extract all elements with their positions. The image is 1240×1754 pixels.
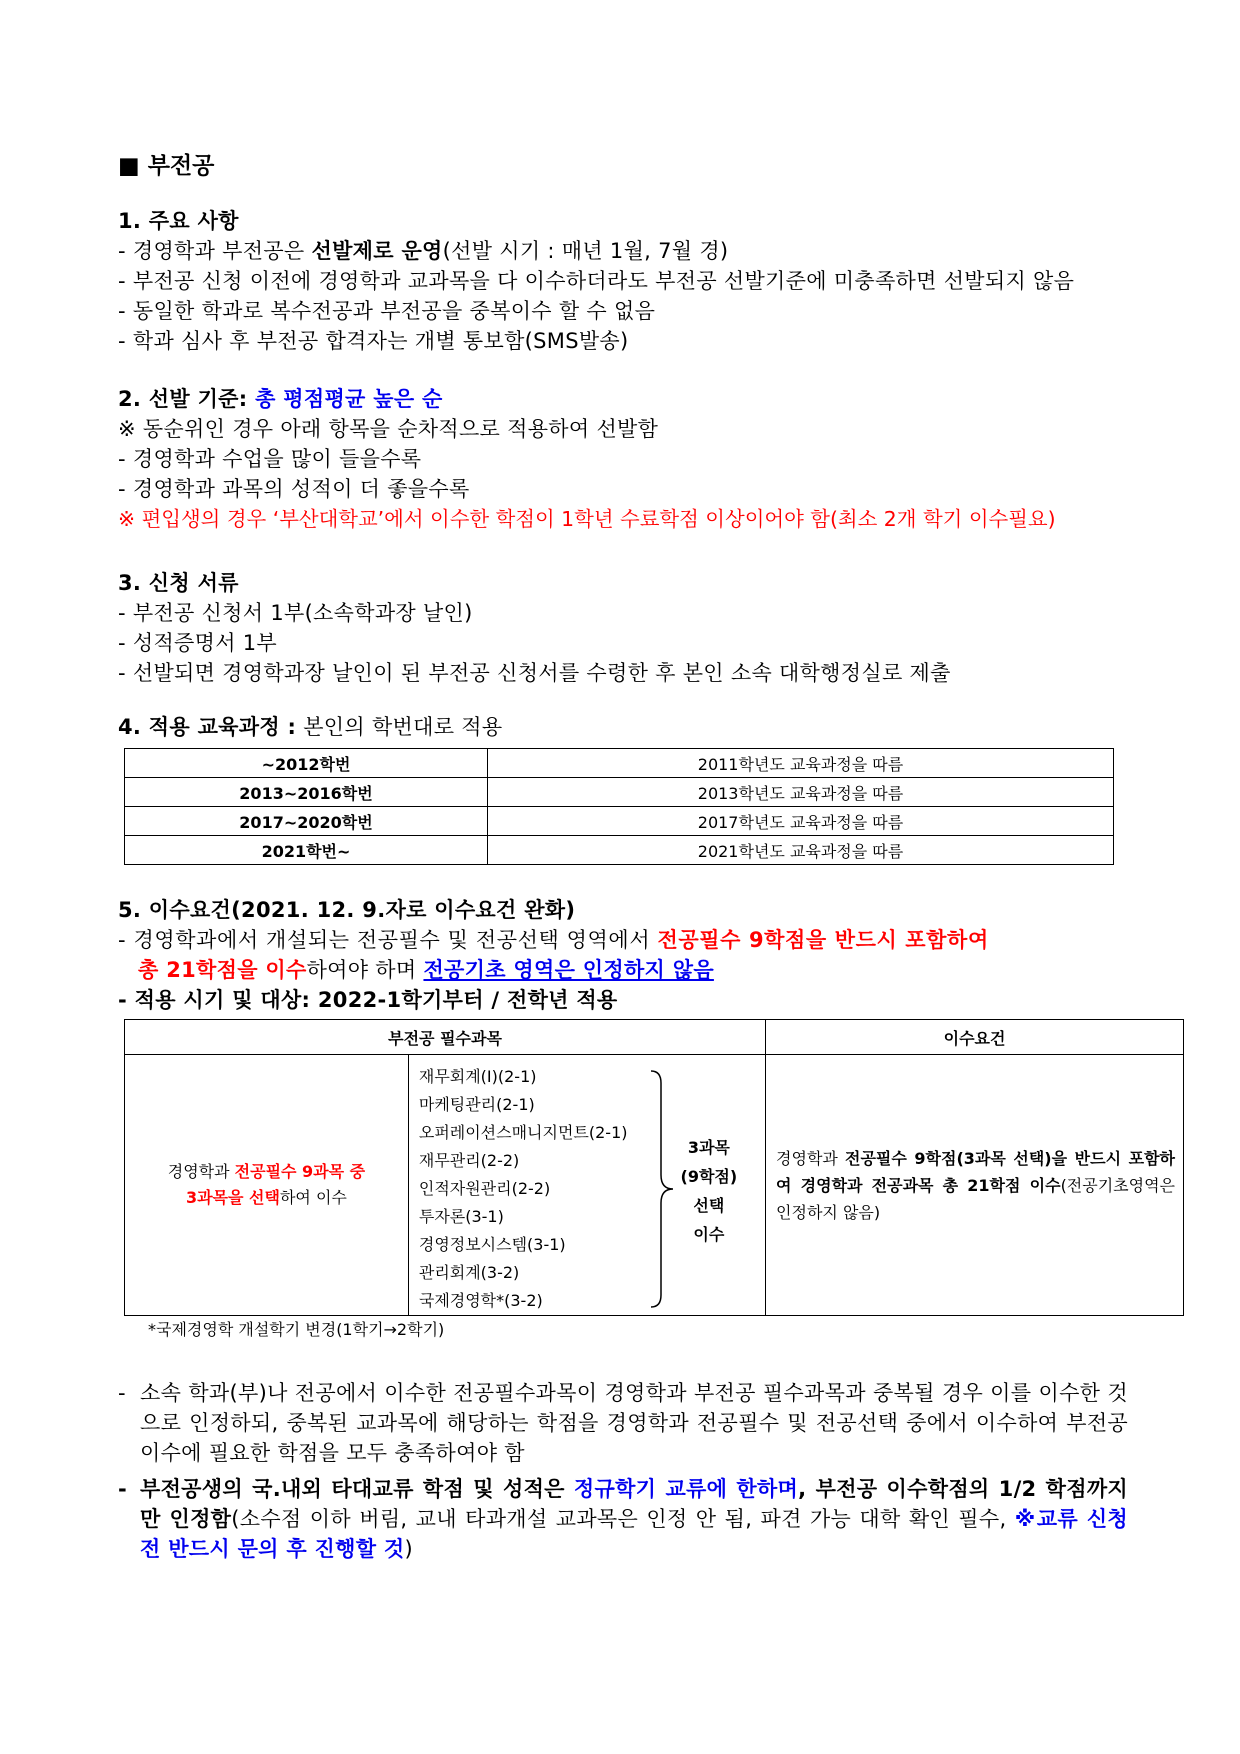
- list-item: 관리회계(3-2): [418, 1263, 520, 1282]
- text: 경영학과: [167, 1162, 235, 1181]
- choose-label: [677, 1133, 741, 1249]
- section3-line1: - 부전공 신청서 1부(소속학과장 날인): [118, 601, 473, 625]
- text-red: 총 21학점을 이수: [138, 958, 307, 982]
- paragraph-2: [118, 1474, 1128, 1564]
- section3-line3: - 선발되면 경영학과장 날인이 된 부전공 신청서를 수령한 후 본인 소속 대학행정실로 제출: [118, 661, 951, 685]
- cell: 2013학년도 교육과정을 따름: [488, 778, 1114, 807]
- section2-line4: ※ 편입생의 경우 ‘부산대학교’에서 이수한 학점이 1학년 수료학점 이상이어야 함(최소 2개 학기 이수필요): [118, 507, 1056, 531]
- text: 이수: [693, 1225, 725, 1244]
- section1-line3: - 동일한 학과로 복수전공과 부전공을 중복이수 할 수 없음: [118, 299, 656, 323]
- list-item: 국제경영학*(3-2): [418, 1291, 543, 1310]
- text: 본인의 학번대로 적용: [296, 715, 503, 739]
- document-page: [118, 150, 1175, 1564]
- cell: 2017~2020학번: [125, 807, 488, 836]
- section2-heading: [118, 384, 1128, 414]
- section5-line2: [118, 955, 1128, 985]
- cell: 2011학년도 교육과정을 따름: [488, 749, 1114, 778]
- table-row: [125, 836, 1114, 865]
- text-bold: 전공필수 9학점(3과목 선택)을 반드시 포함하여 경영학과 전공과목 총 21학점 이수: [776, 1148, 1175, 1195]
- table-row: [125, 807, 1114, 836]
- section1-line1: [118, 236, 1128, 266]
- table-row: [125, 749, 1114, 778]
- text: ): [404, 1537, 414, 1561]
- text: 하여 이수: [279, 1188, 347, 1207]
- text: 선택: [693, 1196, 725, 1215]
- text: - 경영학과에서 개설되는 전공필수 및 전공선택 영역에서: [118, 928, 658, 952]
- list-item: 투자론(3-1): [418, 1207, 504, 1226]
- text: (소수점 이하 버림, 교내 타과개설 교과목은 인정 안 됨, 파견 가능 대학 확인 필수,: [231, 1507, 1015, 1531]
- bullet-dash: -: [118, 1381, 126, 1405]
- list-item: 인적자원관리(2-2): [418, 1179, 551, 1198]
- header-cell: 부전공 필수과목: [125, 1020, 766, 1055]
- header-cell: 이수요건: [766, 1020, 1184, 1055]
- section4-heading: [118, 712, 1128, 742]
- text: - 경영학과 부전공은: [118, 239, 312, 263]
- footnote: *국제경영학 개설학기 변경(1학기→2학기): [148, 1320, 445, 1339]
- section5-line3: - 적용 시기 및 대상: 2022-1학기부터 / 전학년 적용: [118, 988, 618, 1012]
- requirement-table: [124, 1019, 1184, 1316]
- curriculum-table: [124, 748, 1114, 865]
- bullet-dash: -: [118, 1477, 128, 1501]
- text-red: 3과목을 선택: [185, 1188, 280, 1207]
- section3-heading: 3. 신청 서류: [118, 571, 239, 595]
- section2-line2: - 경영학과 수업을 많이 들을수록: [118, 447, 422, 471]
- cell-requirement: [766, 1055, 1184, 1316]
- list-item: 재무관리(2-2): [418, 1151, 520, 1170]
- paragraph-1: [118, 1378, 1128, 1468]
- text: 하여야 하며: [306, 958, 424, 982]
- text: (전공기초영역은 인정하지 않음): [776, 1175, 1175, 1222]
- cell: 2017학년도 교육과정을 따름: [488, 807, 1114, 836]
- table-header-row: [125, 1020, 1184, 1055]
- page-title: ■ 부전공: [118, 153, 215, 179]
- text: 경영학과: [776, 1148, 845, 1168]
- text: 3과목: [687, 1138, 730, 1157]
- text-bold: 부전공생의 국.내외 타대교류 학점 및 성적은: [140, 1477, 574, 1501]
- paragraph-2-text: [140, 1474, 1128, 1564]
- text-bold: 선발제로 운영: [311, 239, 443, 263]
- list-item: 오퍼레이션스매니지먼트(2-1): [418, 1123, 628, 1142]
- cell: 2021학년도 교육과정을 따름: [488, 836, 1114, 865]
- section2-line3: - 경영학과 과목의 성적이 더 좋을수록: [118, 477, 470, 501]
- text: (선발 시기 : 매년 1월, 7월 경): [442, 239, 729, 263]
- text: 2. 선발 기준:: [118, 387, 256, 411]
- cell: 2021학번~: [125, 836, 488, 865]
- text: (9학점): [680, 1167, 738, 1186]
- text-blue: 총 평점평균 높은 순: [255, 387, 443, 411]
- curly-brace-icon: [649, 1069, 675, 1309]
- text-blue: ※교류 신청 전 반드시 문의 후 진행할 것: [140, 1507, 1128, 1561]
- section1-heading: 1. 주요 사항: [118, 209, 239, 233]
- section5-heading: 5. 이수요건(2021. 12. 9.자로 이수요건 완화): [118, 898, 576, 922]
- section1-line4: - 학과 심사 후 부전공 합격자는 개별 통보함(SMS발송): [118, 329, 629, 353]
- cell-course-list: [408, 1055, 765, 1316]
- text-red: 전공필수 9과목 중: [234, 1162, 366, 1181]
- table-row: [125, 778, 1114, 807]
- text: 소속 학과(부)나 전공에서 이수한 전공필수과목이 경영학과 부전공 필수과목과 중복될 경우 이를 이수한 것으로 인정하되, 중복된 교과목에 해당하는 학점을 경영학과 전공필수 및 전공선택 중에서 이수하여 부전공 이수에 필요한 학점을 모두 충족하여야 함: [140, 1381, 1128, 1465]
- section5-line1: [118, 925, 1128, 955]
- list-item: 재무회계(I)(2-1): [418, 1067, 537, 1086]
- text-bold: , 부전공 이수학점의 1/2 학점까지만 인정함: [140, 1477, 1128, 1531]
- list-item: 경영정보시스템(3-1): [418, 1235, 566, 1254]
- text-blue: 정규학기 교류에 한하며: [573, 1477, 799, 1501]
- cell: 2013~2016학번: [125, 778, 488, 807]
- cell: ~2012학번: [125, 749, 488, 778]
- section1-line2: - 부전공 신청 이전에 경영학과 교과목을 다 이수하더라도 부전공 선발기준에 미충족하면 선발되지 않음: [118, 269, 1075, 293]
- table-row: [125, 1055, 1184, 1316]
- section2-line1: ※ 동순위인 경우 아래 항목을 순차적으로 적용하여 선발함: [118, 417, 659, 441]
- text-blue-underline: 전공기초 영역은 인정하지 않음: [423, 958, 714, 982]
- section3-line2: - 성적증명서 1부: [118, 631, 278, 655]
- list-item: 마케팅관리(2-1): [418, 1095, 535, 1114]
- cell-selection-rule: [125, 1055, 409, 1316]
- text-red: 전공필수 9학점을 반드시 포함하여: [657, 928, 989, 952]
- text-bold: 4. 적용 교육과정 :: [118, 715, 297, 739]
